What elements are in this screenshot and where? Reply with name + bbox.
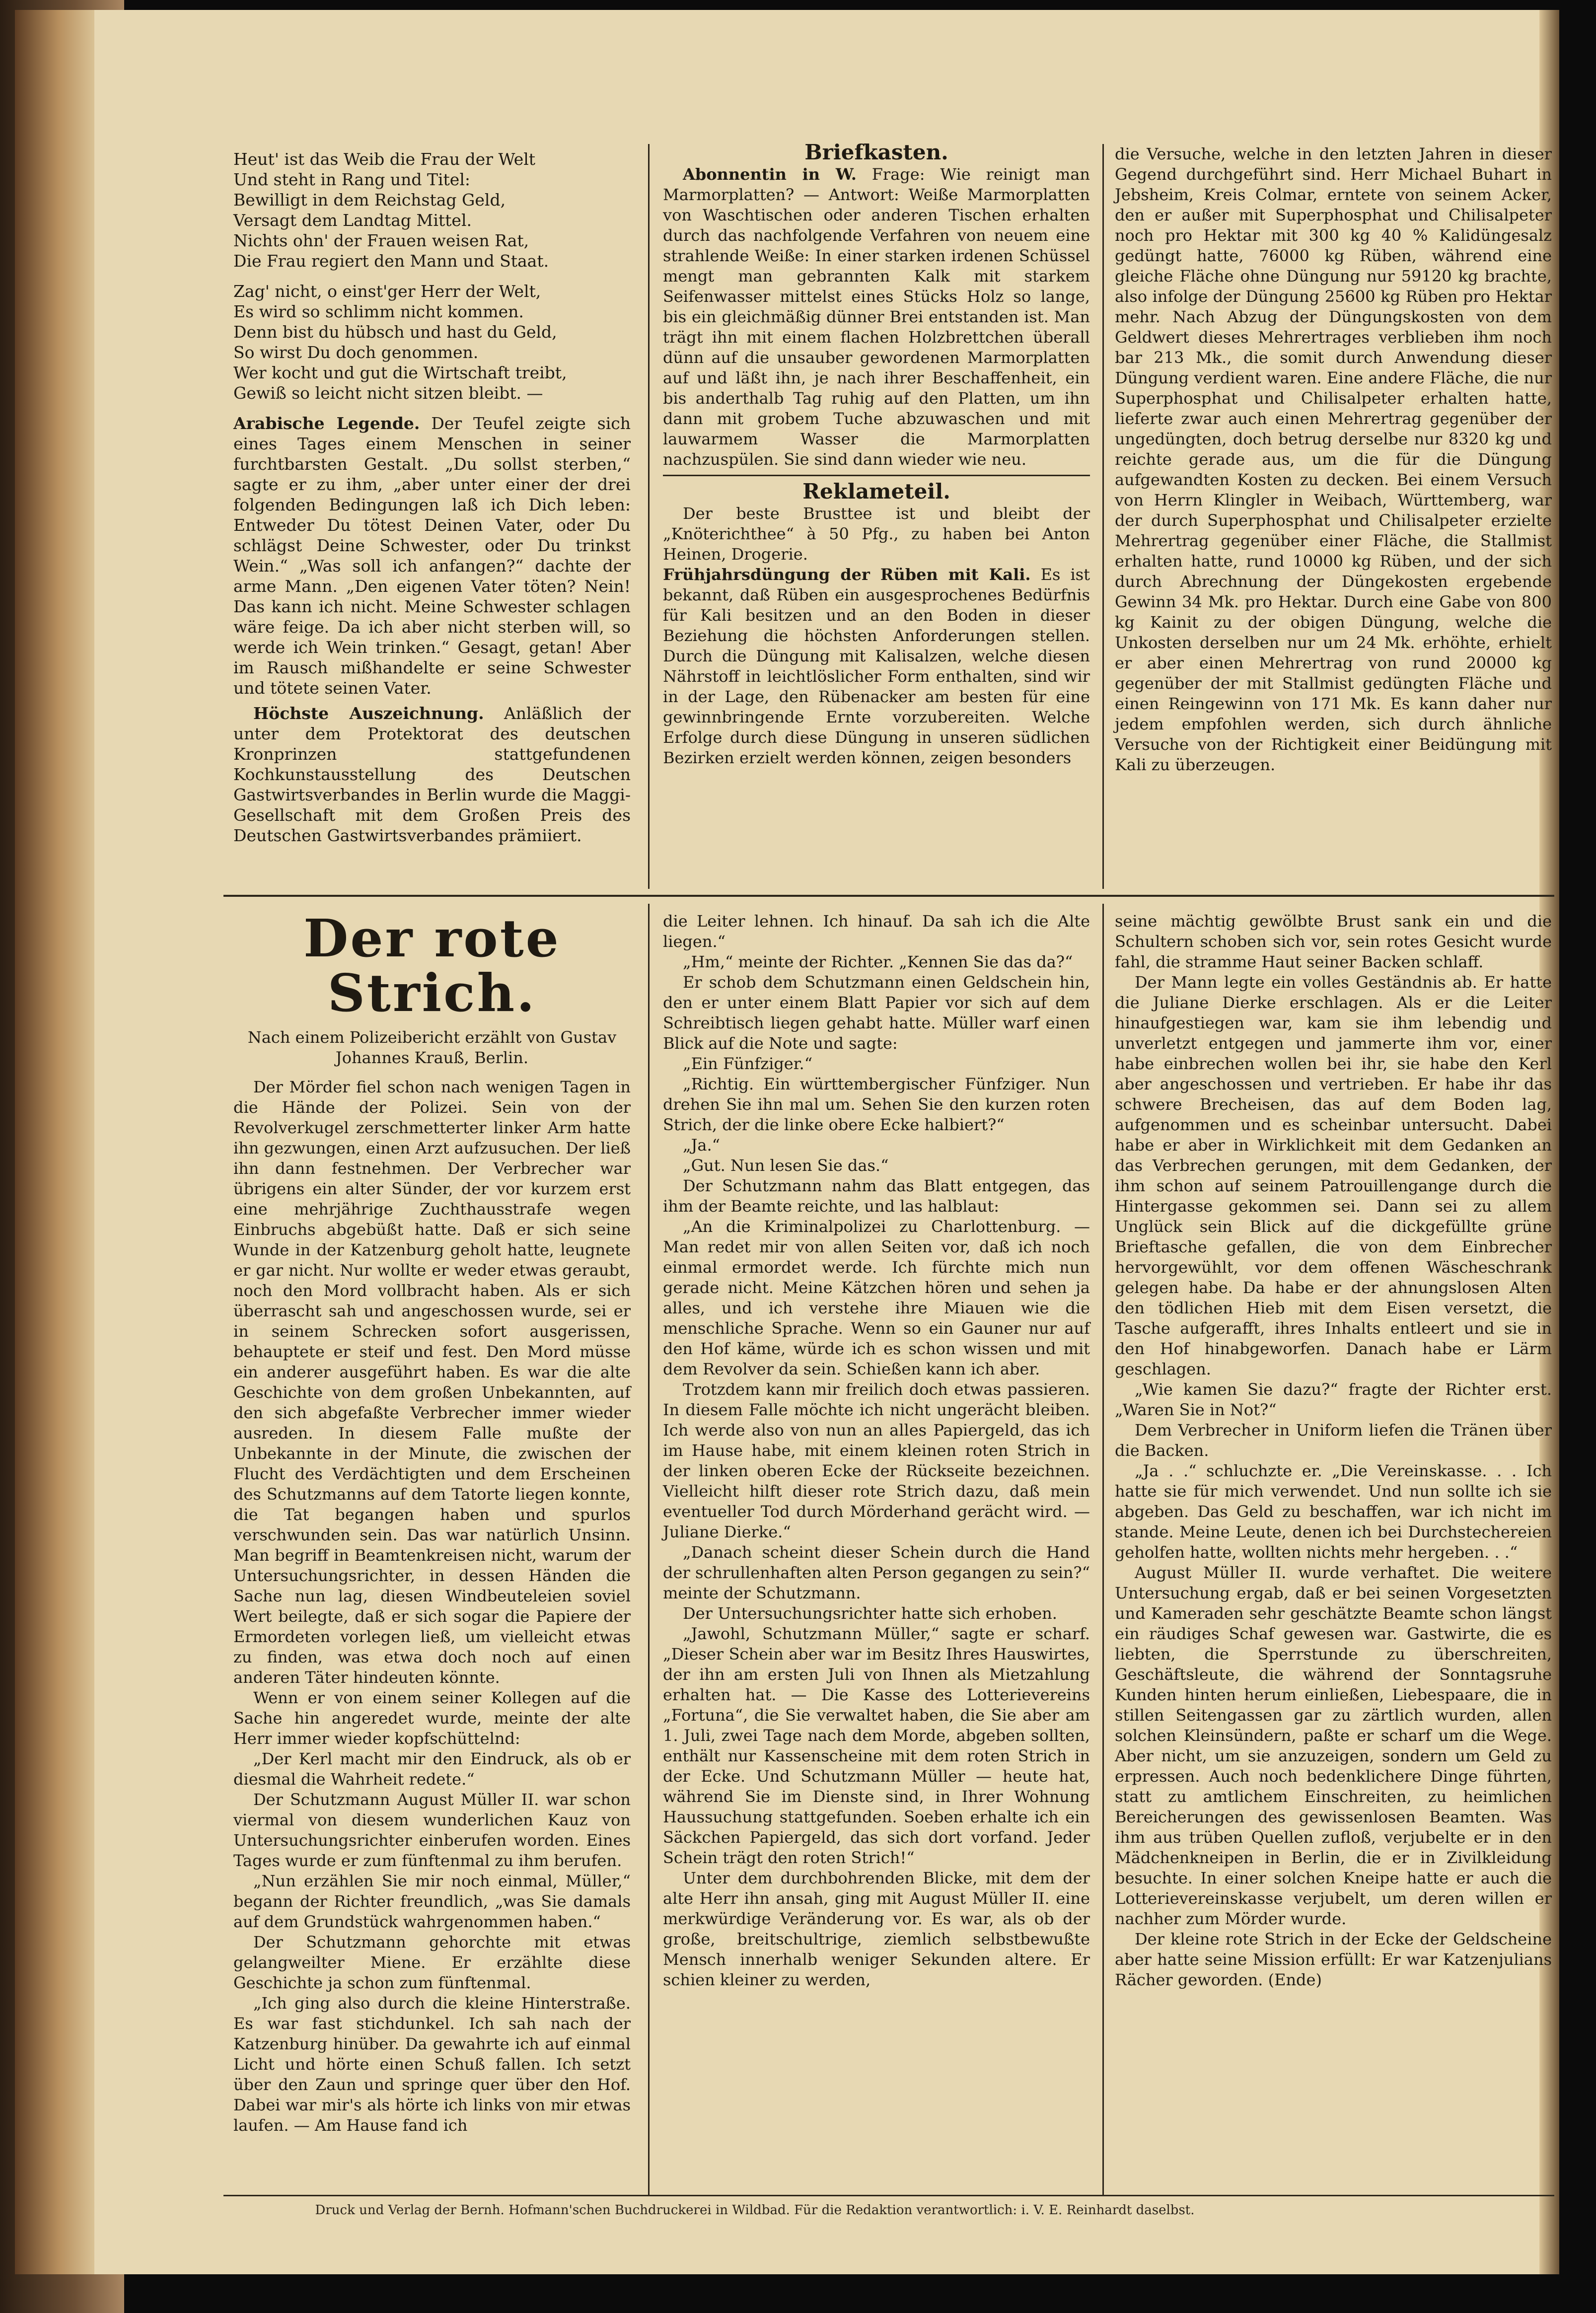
- story-paragraph: Dem Verbrecher in Uniform liefen die Tränen über die Backen.: [1115, 1421, 1552, 1460]
- story-paragraph: „Der Kerl macht mir den Eindruck, als ob er diesmal die Wahrheit redete.“: [233, 1749, 631, 1789]
- advert-tea: Der beste Brusttee ist und bleibt der „Knöterichthee“ à 50 Pfg., zu haben bei Anton Heinen, Drogerie.: [663, 504, 1090, 564]
- story-paragraph: August Müller II. wurde verhaftet. Die weitere Untersuchung ergab, daß er bei seinen Vorgesetzten und Kameraden sehr geschätzte Beamte schon längst ein räudiges Schaf gewesen war. Gastwirte, die es liebten, die Sperrstunde zu überschreiten, Geschäftsleute, die während der Sonntagsruhe Kunden hinten herum einließen, Liebespaare, die in stillen Seitengassen gar zu zärtlich wurden, allen solchen Kleinsündern, paßte er scharf um die Wege. Aber nicht, um sie anzuzeigen, sondern um Geld zu erpressen. Auch noch bedenklichere Dinge führten, statt zu amtlichem Einschreiten, zu heimlichen Bereicherungen des gewissenlosen Beamten. Was ihm aus trüben Quellen zufloß, verjubelte er in den Mädchenkneipen in Berlin, die er in Zivilkleidung besuchte. In einer solchen Kneipe hatte er auch die Lotterievereinskasse verjubelt, um deren willen er nachher zum Mörder wurde.: [1115, 1563, 1552, 1928]
- arabic-legend-title: Arabische Legende.: [233, 414, 420, 433]
- arabic-legend: [233, 413, 631, 698]
- story-paragraph: Unter dem durchbohrenden Blicke, mit dem der alte Herr ihn ansah, ging mit August Müller II. eine merkwürdige Veränderung vor. Es war, als ob der große, breitschultrige, ziemlich selbstbewußte Mensch innerhalb weniger Sekunden altere. Er schien kleiner zu werden,: [663, 1869, 1090, 1989]
- story-paragraph: Trotzdem kann mir freilich doch etwas passieren. In diesem Falle möchte ich nicht ungerächt bleiben. Ich werde also von nun an alles Papiergeld, das ich im Hause habe, mit einem kleinen roten Strich in der linken oberen Ecke der Rückseite bezeichnen. Vielleicht hilft dieser rote Strich dazu, daß mein eventueller Tod durch Mörderhand gerächt wird. — Juliane Dierke.“: [663, 1380, 1090, 1541]
- story-paragraph: „Richtig. Ein württembergischer Fünfziger. Nun drehen Sie ihn mal um. Sehen Sie den kurzen roten Strich, der die linke obere Ecke halbiert?“: [663, 1075, 1090, 1134]
- poem-line: Es wird so schlimm nicht kommen.: [233, 302, 524, 321]
- poem-line: Versagt dem Landtag Mittel.: [233, 211, 472, 230]
- story-paragraph: „Danach scheint dieser Schein durch die Hand der schrullenhaften alten Person gegangen zu sein?“ meinte der Schutzmann.: [663, 1543, 1090, 1602]
- award-notice: [233, 703, 631, 846]
- column-rule: [1102, 144, 1104, 889]
- story-paragraph: „Wie kamen Sie dazu?“ fragte der Richter erst. „Waren Sie in Not?“: [1115, 1380, 1552, 1419]
- poem-stanza: [233, 281, 631, 403]
- poem-line: Und steht in Rang und Titel:: [233, 170, 471, 189]
- letterbox-heading: Briefkasten.: [804, 140, 948, 164]
- poem-line: Heut' ist das Weib die Frau der Welt: [233, 149, 536, 169]
- poem-line: Zag' nicht, o einst'ger Herr der Welt,: [233, 282, 541, 301]
- advert-fertilizer: [663, 565, 1090, 768]
- story-col3-body: [1115, 911, 1552, 1990]
- story-paragraph: „Ja . .“ schluchzte er. „Die Vereinskasse. . . Ich hatte sie für mich verwendet. Und nun sollte ich sie abgeben. Das Geld zu beschaffen, war ich nicht im stande. Meine Leute, denen ich bei Durchstechereien geholfen hatte, wollten nichts mehr hergeben. . .“: [1115, 1461, 1552, 1562]
- column-rule: [648, 144, 650, 889]
- story-paragraph: Der Schutzmann nahm das Blatt entgegen, das ihm der Beamte reichte, und las halblaut:: [663, 1176, 1090, 1216]
- poem-line: Nichts ohn' der Frauen weisen Rat,: [233, 231, 529, 250]
- top-column-2: [663, 139, 1090, 768]
- advert-fertilizer-title: Frühjahrsdüngung der Rüben mit Kali.: [663, 565, 1031, 584]
- story-paragraph: Der Mann legte ein volles Geständnis ab. Er hatte die Juliane Dierke erschlagen. Als er die Leiter hinaufgestiegen war, kam sie ihm lebendig und unverletzt entgegen und jammerte ihm vor, einer habe einbrechen wollen bei ihr, sie habe den Kerl aber angeschossen und vertrieben. Er habe ihr das schwere Brecheisen, das auf dem Boden lag, aufgenommen und es scheinbar untersucht. Dabei habe er aber in Wirklichkeit mit dem Gedanken an das Verbrechen gerungen, mit dem Gedanken, der ihm schon auf seinem Patrouillengange durch die Hintergasse gekommen sei. Dann sei zu allem Unglück sein Blick auf die dickgefüllte grüne Brieftasche gefallen, die von dem Einbrecher hervorgewühlt, vor dem offenen Wäscheschrank gelegen habe. Da habe er der ahnungslosen Alten den tödlichen Hieb mit dem Eisen versetzt, die Tasche aufgerafft, ihres Inhalts entleert und sie in den Hof hinabgeworfen. Danach habe er Lärm geschlagen.: [1115, 973, 1552, 1378]
- letterbox-text: Frage: Wie reinigt man Marmorplatten? — Antwort: Weiße Marmorplatten von Waschtischen oder anderen Tischen erhalten durch das nachfolgende Verfahren von neuem eine strahlende Weiße: In einer starken irdenen Schüssel mengt man gebrannten Kalk mit starkem Seifenwasser mittelst eines Stücks Holz so lange, bis ein gleichmäßig dünner Brei entstanden ist. Man trägt ihn mit einem flachen Holzbrettchen überall dünn auf die unsauber gewordenen Marmorplatten auf und läßt ihn, je nach ihrer Beschaffenheit, ein bis anderthalb Tag ruhig auf den Platten, um ihn dann mit grobem Tuche abzuwaschen und mit lauwarmem Wasser die Marmorplatten nachzuspülen. Sie sind dann wieder wie neu.: [663, 165, 1090, 469]
- poem-line: So wirst Du doch genommen.: [233, 343, 479, 362]
- top-column-1: [233, 149, 631, 846]
- story-col2-body: [663, 911, 1090, 1990]
- story-byline: Nach einem Polizeibericht erzählt von Gustav Johannes Krauß, Berlin.: [247, 1028, 617, 1067]
- story-paragraph: „Jawohl, Schutzmann Müller,“ sagte er scharf. „Dieser Schein aber war im Besitz Ihres Hauswirtes, der ihn am ersten Juli von Ihnen als Mietzahlung erhalten hat. — Die Kasse des Lotterievereins „Fortuna“, die Sie verwaltet haben, die Sie aber am 1. Juli, zwei Tage nach dem Morde, abgeben sollten, enthält nur Kassenscheine mit dem roten Strich in der Ecke. Und Schutzmann Müller — heute hat, während Sie im Dienste sind, in Ihrer Wohnung Haussuchung stattgefunden. Soeben erhalte ich ein Säckchen Papiergeld, das sich dort vorfand. Jeder Schein trägt den roten Strich!“: [663, 1624, 1090, 1867]
- story-paragraph: Der Schutzmann August Müller II. war schon viermal von diesem wunderlichen Kauz von Untersuchungsrichter einberufen worden. Eines Tages wurde er zum fünftenmal zu ihm berufen.: [233, 1790, 631, 1870]
- award-notice-title: Höchste Auszeichnung.: [253, 704, 484, 723]
- story-paragraph: Der Mörder fiel schon nach wenigen Tagen in die Hände der Polizei. Sein von der Revolverkugel zerschmetterter linker Arm hatte ihn gezwungen, einen Arzt aufzusuchen. Der ließ ihn dann festnehmen. Der Verbrecher war übrigens ein alter Sünder, der vor kurzem erst eine mehrjährige Zuchthausstrafe wegen Einbruchs abgebüßt hatte. Daß er sich seine Wunde in der Katzenburg geholt hatte, leugnete er gar nicht. Nur wollte er weder etwas geraubt, noch den Mord vollbracht haben. Als er sich überrascht sah und angeschossen wurde, sei er in seinem Schrecken sofort ausgerissen, behauptete er steif und fest. Den Mord müsse ein anderer ausgeführt haben. Es war die alte Geschichte von dem großen Unbekannten, auf den sich abgefaßte Verbrecher immer wieder ausreden. In diesem Falle mußte der Unbekannte in der Minute, die zwischen der Flucht des Verdächtigten und dem Erscheinen des Schutzmanns auf dem Tatorte liegen konnte, die Tat begangen haben und spurlos verschwunden sein. Das war natürlich Unsinn. Man begriff in Beamtenkreisen nicht, warum der Untersuchungsrichter, in dessen Händen die Sache nun lag, diesen Windbeuteleien soviel Wert beilegte, daß er sich sogar die Papiere der Ermordeten vorlegen ließ, um vielleicht etwas zu finden, was etwa doch noch auf einen anderen Täter hindeuten könnte.: [233, 1078, 631, 1687]
- story-title: Der rote Strich.: [303, 908, 561, 1023]
- story-paragraph: „Gut. Nun lesen Sie das.“: [683, 1156, 889, 1175]
- section-rule: [663, 475, 1090, 476]
- story-col1-body: [233, 1077, 631, 2136]
- fertilizer-continuation: die Versuche, welche in den letzten Jahren in dieser Gegend durchgeführt sind. Herr Michael Buhart in Jebsheim, Kreis Colmar, erntete von seinem Acker, den er außer mit Superphosphat und Chilisalpeter noch pro Hektar mit 300 kg 40 % Kalidüngesalz gedüngt hatte, 76000 kg Rüben, während eine gleiche Fläche ohne Düngung nur 59120 kg brachte, also infolge der Düngung 25600 kg Rüben pro Hektar mehr. Nach Abzug der Düngungskosten von dem Geldwert dieses Mehrertrages verblieben ihm noch bar 213 Mk., die somit durch Anwendung dieser Düngung verdient waren. Eine andere Fläche, die nur Superphosphat und Chilisalpeter erhalten hatte, lieferte zwar auch einen Mehrertrag gegenüber der ungedüngten, doch betrug derselbe nur 8320 kg und reichte gerade aus, um die für die Düngung aufgewandten Kosten zu decken. Bei einem Versuch von Herrn Klingler in Weibach, Württemberg, war der durch Superphosphat und Chilisalpeter erzielte Mehrertrag gegenüber einer Fläche, die Stallmist erhalten hatte, rund 10000 kg Rüben, und der sich durch Abrechnung der Düngekosten ergebende Gewinn 34 Mk. pro Hektar. Durch eine Gabe von 800 kg Kainit zu der obigen Düngung, welche die Unkosten derselben nur um 24 Mk. erhöhte, erhielt er aber einen Mehrertrag von rund 20000 kg gegenüber der mit Stallmist gedüngten Fläche und einen Reingewinn von 171 Mk. Es kann daher nur jedem empfohlen werden, sich durch ähnliche Versuche von der Richtigkeit einer Beidüngung mit Kali zu überzeugen.: [1115, 145, 1552, 774]
- poem-line: Denn bist du hübsch und hast du Geld,: [233, 322, 557, 342]
- story-paragraph: seine mächtig gewölbte Brust sank ein und die Schultern schoben sich vor, sein rotes Gesicht wurde fahl, die stramme Haut seiner Backen schlaff.: [1115, 912, 1552, 971]
- story-paragraph: „Ein Fünfziger.“: [683, 1054, 813, 1073]
- story-column-1: [233, 908, 631, 2136]
- poem-line: Gewiß so leicht nicht sitzen bleibt. —: [233, 383, 543, 403]
- section-divider: [223, 895, 1554, 897]
- story-column-3: [1115, 911, 1552, 1990]
- story-paragraph: „Ich ging also durch die kleine Hinterstraße. Es war fast stichdunkel. Ich sah nach der Katzenburg hinüber. Da gewahrte ich auf einmal Licht und hörte einen Schuß fallen. Ich setzt über den Zaun und springe quer über den Hof. Dabei war mir's als hörte ich links von mir etwas laufen. — Am Hause fand ich: [233, 1994, 631, 2135]
- story-paragraph: die Leiter lehnen. Ich hinauf. Da sah ich die Alte liegen.“: [663, 912, 1090, 951]
- advert-fertilizer-text: Es ist bekannt, daß Rüben ein ausgesprochenes Bedürfnis für Kali besitzen und an den Boden in dieser Beziehung die höchsten Anforderungen stellen. Durch die Düngung mit Kalisalzen, welche diesen Nährstoff in leichtlöslicher Form enthalten, sind wir in der Lage, den Rübenacker am besten für eine gewinnbringende Ernte vorzubereiten. Welche Erfolge durch diese Düngung in unseren südlichen Bezirken erzielt werden können, zeigen besonders: [663, 565, 1090, 767]
- poem-line: Wer kocht und gut die Wirtschaft treibt,: [233, 363, 567, 382]
- column-rule: [1102, 904, 1104, 2195]
- story-column-2: [663, 911, 1090, 1990]
- newspaper-sheet: [174, 10, 1554, 2274]
- story-paragraph: Er schob dem Schutzmann einen Geldschein hin, den er unter einem Blatt Papier vor sich auf dem Schreibtisch liegen gehabt hatte. Müller warf einen Blick auf die Note und sagte:: [663, 973, 1090, 1053]
- imprint-footer: Druck und Verlag der Bernh. Hofmann'schen Buchdruckerei in Wildbad. Für die Redaktion verantwortlich: i. V. E. Reinhardt daselbst.: [315, 2203, 1195, 2218]
- poem-line: Bewilligt in dem Reichstag Geld,: [233, 190, 506, 210]
- newspaper-page: [15, 10, 1559, 2274]
- footer-rule: [223, 2195, 1554, 2196]
- poem-line: Die Frau regiert den Mann und Staat.: [233, 251, 549, 271]
- award-notice-text: Anläßlich der unter dem Protektorat des deutschen Kronprinzen stattgefundenen Kochkunstausstellung des Deutschen Gastwirtsverbandes in Berlin wurde die Maggi-Gesellschaft mit dem Großen Preis des Deutschen Gastwirtsverbandes prämiiert.: [233, 704, 631, 845]
- story-paragraph: Der Untersuchungsrichter hatte sich erhoben.: [683, 1604, 1057, 1623]
- advert-heading: Reklameteil.: [802, 479, 950, 504]
- poem-stanza: [233, 149, 631, 271]
- column-rule: [648, 904, 650, 2195]
- story-paragraph: „An die Kriminalpolizei zu Charlottenburg. — Man redet mir von allen Seiten vor, daß ich noch einmal ermordet werde. Ich fürchte mich nun gerade nicht. Meine Kätzchen hören und sehen ja alles, und ich verstehe ihre Miauen wie die menschliche Sprache. Wenn so ein Gauner nur auf den Hof käme, würde ich es schon wissen und mit dem Revolver da sein. Schießen kann ich aber.: [663, 1217, 1090, 1378]
- story-paragraph: „Hm,“ meinte der Richter. „Kennen Sie das da?“: [683, 952, 1073, 971]
- story-paragraph: „Ja.“: [683, 1136, 721, 1155]
- story-paragraph: „Nun erzählen Sie mir noch einmal, Müller,“ begann der Richter freundlich, „was Sie damals auf dem Grundstück wahrgenommen haben.“: [233, 1872, 631, 1931]
- story-paragraph: Der Schutzmann gehorchte mit etwas gelangweilter Miene. Er erzählte diese Geschichte ja schon zum fünftenmal.: [233, 1933, 631, 1992]
- top-column-3: [1115, 144, 1552, 775]
- letterbox-answer: [663, 164, 1090, 470]
- story-paragraph: Wenn er von einem seiner Kollegen auf die Sache hin angeredet wurde, meinte der alte Herr immer wieder kopfschüttelnd:: [233, 1688, 631, 1748]
- story-paragraph: Der kleine rote Strich in der Ecke der Geldscheine aber hatte seine Mission erfüllt: Er war Katzenjulians Rächer geworden. (Ende): [1115, 1930, 1552, 1989]
- arabic-legend-text: Der Teufel zeigte sich eines Tages einem Menschen in seiner furchtbarsten Gestalt. „Du sollst sterben,“ sagte er zu ihm, „aber unter einer der drei folgenden Bedingungen laß ich Dich leben: Entweder Du tötest Deinen Vater, oder Du schlägst Deine Schwester, oder Du trinkst Wein.“ „Was soll ich anfangen?“ dachte der arme Mann. „Den eigenen Vater töten? Nein! Das kann ich nicht. Meine Schwester schlagen wäre feige. Da ich aber nicht sterben will, so werde ich Wein trinken.“ Gesagt, getan! Aber im Rausch mißhandelte er seine Schwester und tötete seinen Vater.: [233, 414, 631, 698]
- page-gutter: [15, 10, 94, 2274]
- letterbox-lead: Abonnentin in W.: [683, 165, 857, 184]
